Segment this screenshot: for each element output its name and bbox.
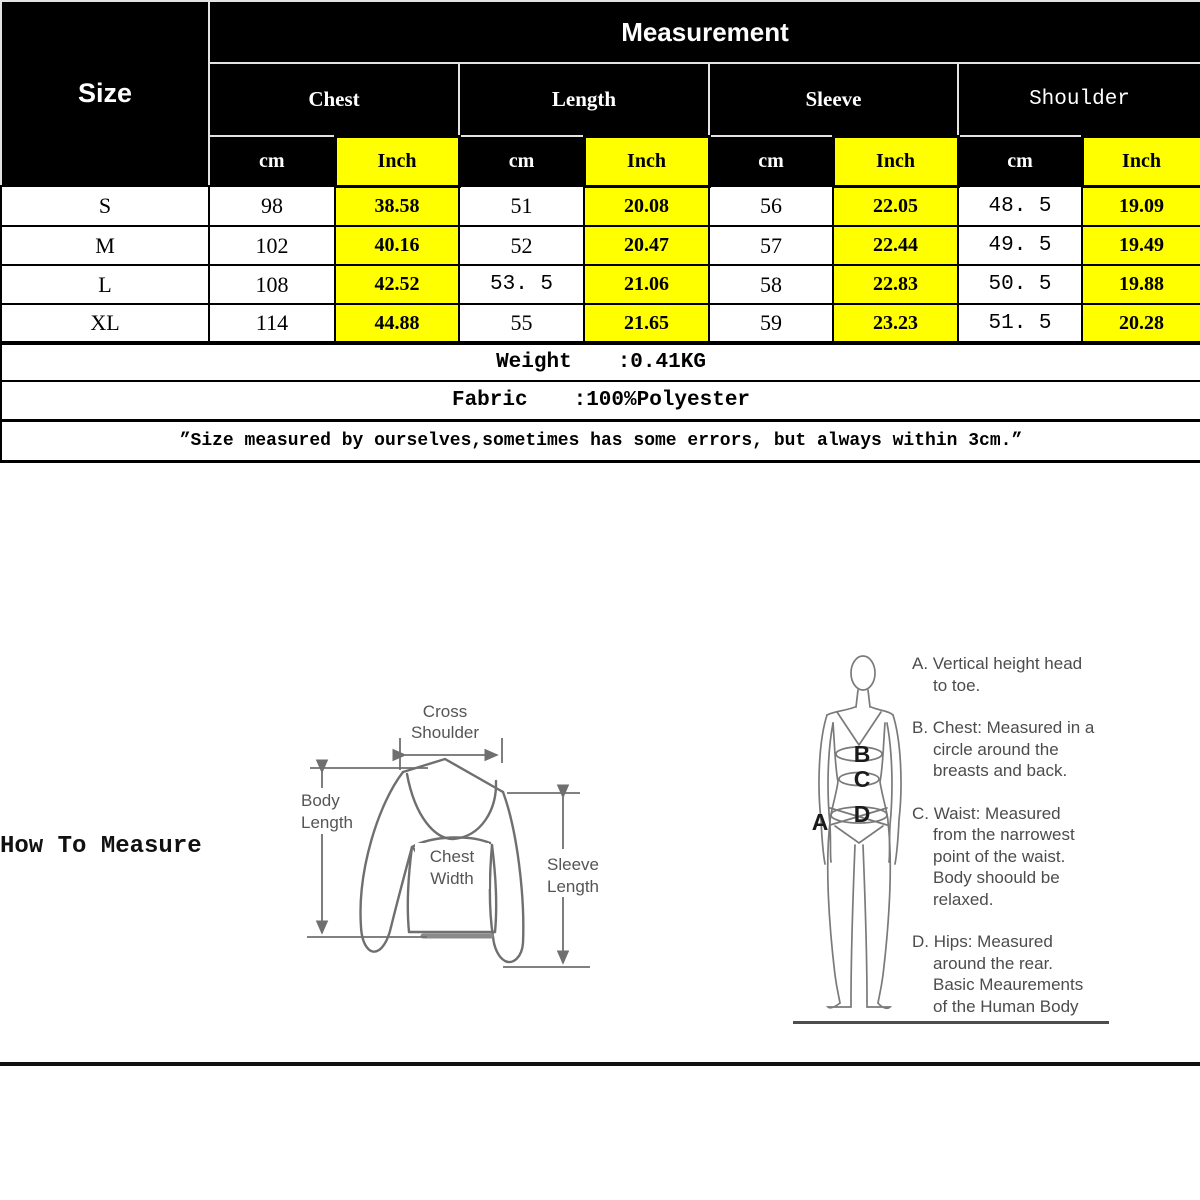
annotation-c	[912, 803, 1127, 911]
annotation-line: breasts and back.	[933, 761, 1068, 780]
group-header-sleeve: Sleeve	[709, 63, 958, 136]
shoulder-inch-value: 19.88	[1082, 265, 1200, 304]
size-value: M	[1, 226, 209, 265]
annotation-line: around the rear.	[933, 953, 1054, 973]
chest-cm-value: 114	[209, 304, 335, 343]
chest-cm-value: 98	[209, 186, 335, 226]
shoulder-inch-value: 19.09	[1082, 186, 1200, 226]
length-cm-value: 53. 5	[459, 265, 584, 304]
shoulder-inch-value: 19.49	[1082, 226, 1200, 265]
body-right-leg-outer	[878, 822, 890, 1003]
body-label-a: A	[811, 809, 829, 835]
length-inch-value: 20.47	[584, 226, 709, 265]
body-head	[851, 656, 875, 690]
body-feet	[828, 1001, 890, 1008]
shoulder-cm-value: 48. 5	[958, 186, 1082, 226]
annotation-a	[912, 653, 1127, 696]
length-inch-value: 21.06	[584, 265, 709, 304]
body-left-arm-outer	[819, 715, 827, 864]
shoulder-inch-value: 20.28	[1082, 304, 1200, 343]
unit-header-chest-cm: cm	[209, 136, 335, 186]
size-column-header: Size	[1, 1, 209, 186]
shoulder-cm-value: 51. 5	[958, 304, 1082, 343]
annotation-b	[912, 717, 1127, 782]
annotation-line: point of the waist.	[933, 846, 1066, 866]
length-cm-value: 51	[459, 186, 584, 226]
body-measure-diagram	[785, 645, 925, 1035]
sleeve-inch-value: 23.23	[833, 304, 958, 343]
annotation-line: Body shoould be	[933, 868, 1060, 887]
table-row-s	[1, 186, 1200, 226]
unit-header-length-inch: Inch	[584, 136, 709, 186]
body-right-arm-outer	[893, 715, 901, 864]
garment-right-side	[492, 845, 496, 932]
body-length-label-2: Length	[301, 813, 353, 832]
annotation-line: C. Waist: Measured	[912, 803, 1061, 823]
sleeve-inch-value: 22.05	[833, 186, 958, 226]
chest-width-label-1: Chest	[429, 847, 475, 866]
body-swimsuit-bottom	[835, 826, 883, 843]
table-row-xl	[1, 304, 1200, 343]
fabric-value: :100%Polyester	[573, 388, 751, 412]
sleeve-inch-value: 22.44	[833, 226, 958, 265]
annotation-line: relaxed.	[933, 889, 994, 909]
body-label-b: B	[853, 741, 871, 767]
annotation-line: Basic Meaurements	[933, 975, 1084, 994]
size-table	[0, 0, 1200, 463]
length-inch-value: 20.08	[584, 186, 709, 226]
measurement-header: Measurement	[209, 1, 1200, 63]
chest-cm-value: 108	[209, 265, 335, 304]
table-row-m	[1, 226, 1200, 265]
unit-header-sleeve-inch: Inch	[833, 136, 958, 186]
body-shoulders	[827, 707, 893, 715]
shoulder-cm-value: 49. 5	[958, 226, 1082, 265]
chest-inch-value: 44.88	[335, 304, 459, 343]
group-header-length: Length	[459, 63, 709, 136]
measure-annotations	[912, 653, 1127, 1038]
annotation-line: A. Vertical height head	[912, 654, 1083, 673]
fabric-row	[1, 381, 1200, 420]
body-left-leg-outer	[828, 822, 840, 1003]
annotation-line: from the narrowest	[933, 825, 1075, 844]
sleeve-cm-value: 56	[709, 186, 833, 226]
weight-label: Weight	[496, 351, 572, 374]
annotation-line: D. Hips: Measured	[912, 932, 1053, 951]
body-neck	[856, 690, 870, 707]
chest-cm-value: 102	[209, 226, 335, 265]
annotation-line: B. Chest: Measured in a	[912, 718, 1095, 737]
sleeve-cm-value: 59	[709, 304, 833, 343]
chest-inch-value: 40.16	[335, 226, 459, 265]
body-label-d: D	[853, 801, 871, 827]
fabric-label: Fabric	[451, 388, 528, 412]
cross-shoulder-label-2: Shoulder	[410, 723, 480, 742]
chest-width-label-2: Width	[430, 869, 474, 888]
section-bottom-rule	[0, 1062, 1200, 1066]
group-header-chest: Chest	[209, 63, 459, 136]
table-row-l	[1, 265, 1200, 304]
size-value: XL	[1, 304, 209, 343]
body-length-label-1: Body	[301, 791, 340, 810]
body-right-leg-inner	[863, 845, 867, 1001]
sleeve-length-label-2: Length	[547, 877, 599, 896]
annotation-line: circle around the	[933, 739, 1059, 759]
annotation-line: of the Human Body	[933, 996, 1079, 1016]
garment-shoulder-line	[403, 759, 503, 792]
cross-shoulder-label-1: Cross	[422, 702, 468, 721]
annotation-line: to toe.	[933, 675, 981, 695]
body-label-c: C	[853, 766, 871, 792]
annotation-d	[912, 931, 1127, 1017]
sleeve-cm-value: 57	[709, 226, 833, 265]
garment-collar-scoop	[407, 774, 496, 839]
garment-left-sleeve	[361, 772, 403, 952]
length-cm-value: 55	[459, 304, 584, 343]
garment-measure-diagram	[285, 685, 625, 985]
length-inch-value: 21.65	[584, 304, 709, 343]
chest-inch-value: 38.58	[335, 186, 459, 226]
garment-right-sleeve	[493, 792, 523, 962]
size-value: L	[1, 265, 209, 304]
unit-header-sleeve-cm: cm	[709, 136, 833, 186]
unit-header-shoulder-inch: Inch	[1082, 136, 1200, 186]
how-to-measure-title: How To Measure	[0, 833, 202, 860]
shoulder-cm-value: 50. 5	[958, 265, 1082, 304]
sleeve-cm-value: 58	[709, 265, 833, 304]
unit-header-shoulder-cm: cm	[958, 136, 1082, 186]
group-header-shoulder: Shoulder	[958, 63, 1200, 136]
weight-value: :0.41KG	[617, 351, 706, 374]
size-value: S	[1, 186, 209, 226]
unit-header-chest-inch: Inch	[335, 136, 459, 186]
note-row	[1, 420, 1200, 461]
measurement-note: ”Size measured by ourselves,sometimes has some errors, but always within 3cm.”	[1, 420, 1200, 461]
body-torso-right	[880, 723, 888, 821]
sleeve-inch-value: 22.83	[833, 265, 958, 304]
length-cm-value: 52	[459, 226, 584, 265]
weight-row	[1, 343, 1200, 381]
unit-header-length-cm: cm	[459, 136, 584, 186]
body-left-leg-inner	[851, 845, 855, 1001]
chest-inch-value: 42.52	[335, 265, 459, 304]
sleeve-length-label-1: Sleeve	[547, 855, 599, 874]
